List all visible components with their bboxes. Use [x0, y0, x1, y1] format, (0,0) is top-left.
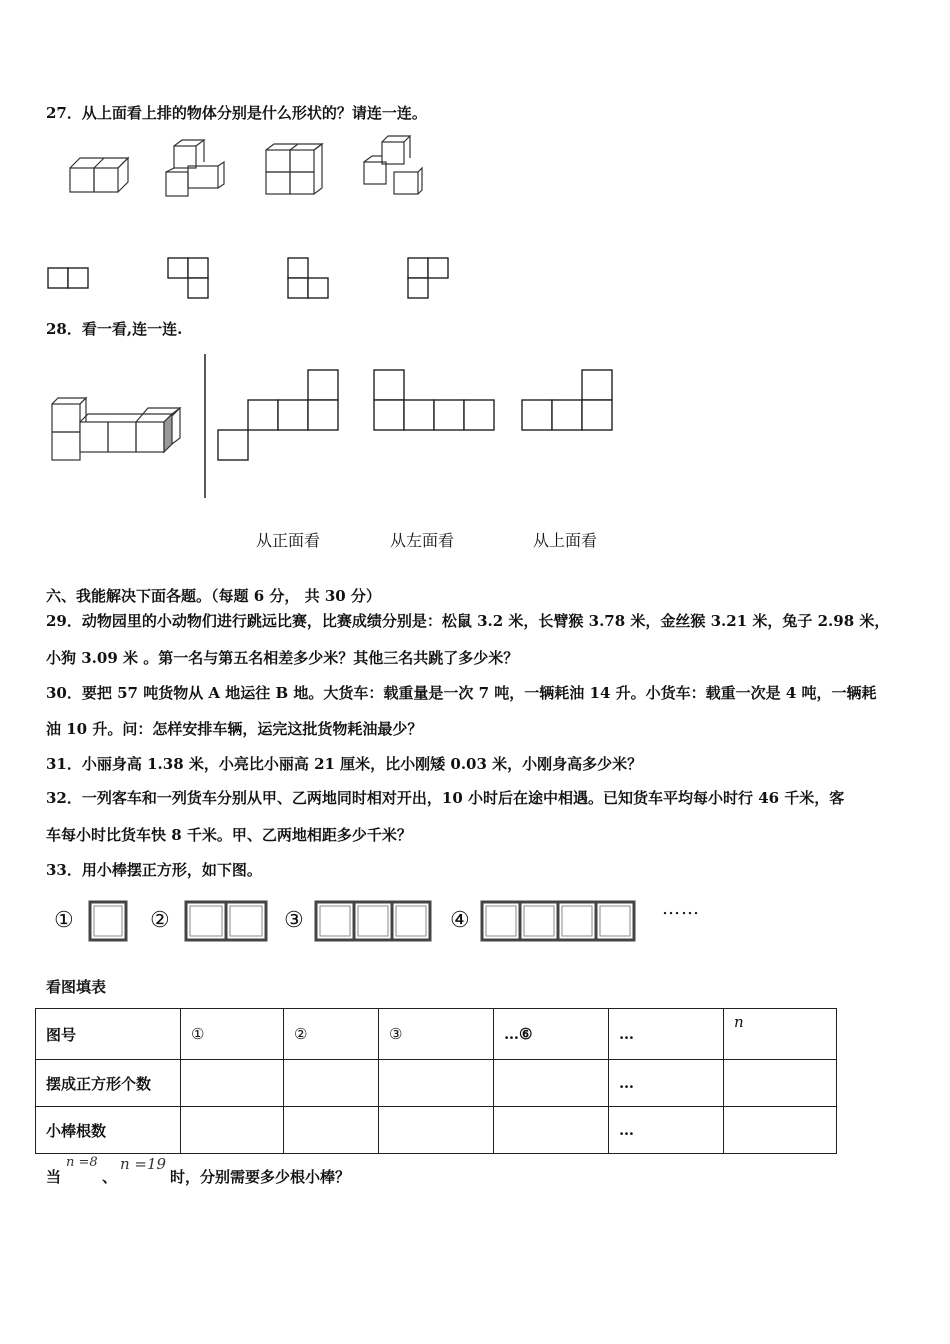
view-grid-1	[216, 366, 342, 464]
stick-label-4: ④	[450, 908, 470, 933]
table-cell: …	[609, 1060, 724, 1107]
table-row	[36, 1009, 837, 1060]
table-row	[36, 1107, 837, 1154]
final-n8: n =8	[66, 1155, 98, 1170]
table-cell[interactable]	[494, 1107, 609, 1154]
cube-arrangement	[48, 394, 188, 462]
table-title: 看图填表	[46, 978, 107, 996]
stick-figure-2	[182, 898, 272, 946]
question-33: 33．用小棒摆正方形，如下图。	[46, 861, 262, 879]
table-cell: …	[609, 1107, 724, 1154]
question-30-line2: 油 10 升。问：怎样安排车辆，运完这批货物耗油最少？	[46, 720, 423, 738]
stick-label-3: ③	[284, 908, 304, 933]
question-30-line1: 30．要把 57 吨货物从 A 地运往 B 地。大货车：载重量是一次 7 吨，一辆耗油 14 升。小货车：载重一次是 4 吨，一辆耗	[46, 684, 877, 702]
view-grid-2	[370, 366, 498, 434]
cube-figure-1	[66, 152, 126, 198]
table-cell[interactable]	[724, 1107, 837, 1154]
top-view-shape-3	[286, 256, 332, 302]
table-cell: n	[724, 1009, 837, 1060]
caption-top: 从上面看	[533, 531, 598, 550]
final-prefix: 当	[46, 1168, 62, 1186]
table-cell: 摆成正方形个数	[36, 1060, 181, 1107]
question-32-line2: 车每小时比货车快 8 千米。甲、乙两地相距多少千米？	[46, 826, 412, 844]
table-cell: ③	[379, 1009, 494, 1060]
table-cell[interactable]	[181, 1107, 284, 1154]
table-cell: ②	[284, 1009, 379, 1060]
stick-label-1: ①	[54, 908, 74, 933]
stick-ellipsis: ……	[662, 898, 700, 919]
table-cell: 小棒根数	[36, 1107, 181, 1154]
stick-figure-1	[86, 898, 132, 946]
table-cell[interactable]	[379, 1107, 494, 1154]
table-cell[interactable]	[181, 1060, 284, 1107]
caption-left: 从左面看	[390, 531, 455, 550]
final-suffix: 时，分别需要多少根小棒？	[170, 1168, 351, 1186]
question-29-line2: 小狗 3.09 米 。第一名与第五名相差多少米？其他三名共跳了多少米？	[46, 649, 519, 667]
question-27: 27．从上面看上排的物体分别是什么形状的？请连一连。	[46, 104, 427, 122]
final-n19: n =19	[120, 1155, 167, 1173]
cube-figure-4	[356, 132, 428, 202]
top-view-shape-1	[46, 266, 92, 292]
table-cell[interactable]	[724, 1060, 837, 1107]
cube-figure-3	[262, 140, 326, 200]
table-cell[interactable]	[284, 1107, 379, 1154]
question-32-line1: 32．一列客车和一列货车分别从甲、乙两地同时相对开出，10 小时后在途中相遇。已知货车平均每小时行 46 千米，客	[46, 789, 845, 807]
table-cell: ①	[181, 1009, 284, 1060]
table-cell: …	[609, 1009, 724, 1060]
final-separator: 、	[102, 1168, 118, 1186]
table-cell[interactable]	[494, 1060, 609, 1107]
question-29-line1: 29．动物园里的小动物们进行跳远比赛，比赛成绩分别是：松鼠 3.2 米，长臂猴 3.78 米，金丝猴 3.21 米，兔子 2.98 米，	[46, 612, 890, 630]
top-view-shape-2	[166, 256, 212, 302]
top-view-shape-4	[406, 256, 452, 302]
question-28: 28．看一看,连一连.	[46, 320, 183, 338]
stick-figure-4	[478, 898, 638, 946]
question-31: 31．小丽身高 1.38 米，小亮比小丽高 21 厘米，比小刚矮 0.03 米，小刚身高多少米？	[46, 755, 643, 773]
table-cell: 图号	[36, 1009, 181, 1060]
cube-figure-2	[160, 140, 230, 202]
fill-table	[35, 1008, 837, 1154]
table-cell[interactable]	[379, 1060, 494, 1107]
section-6-heading: 六、我能解决下面各题。（每题 6 分， 共 30 分）	[46, 587, 381, 605]
divider-line	[202, 354, 208, 500]
view-grid-3	[520, 366, 618, 434]
table-cell: …⑥	[494, 1009, 609, 1060]
stick-label-2: ②	[150, 908, 170, 933]
table-cell[interactable]	[284, 1060, 379, 1107]
caption-front: 从正面看	[256, 531, 321, 550]
table-row	[36, 1060, 837, 1107]
stick-figure-3	[312, 898, 436, 946]
